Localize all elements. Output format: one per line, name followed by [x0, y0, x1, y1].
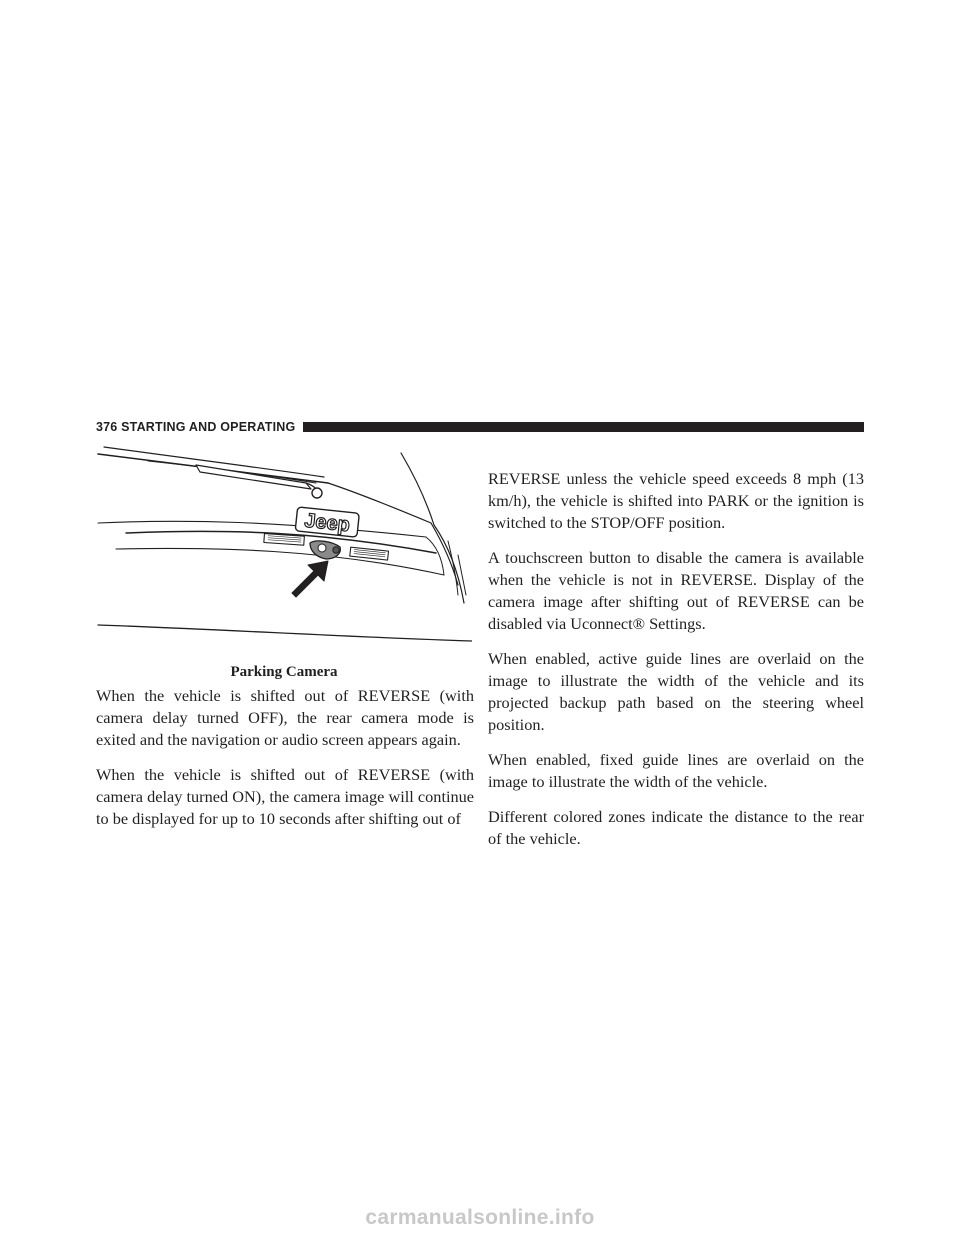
paragraph: Different colored zones indicate the distance to the rear of the vehicle.: [488, 807, 864, 848]
paragraph: When enabled, active guide lines are overlaid on the image to illustrate the width of the vehicle and its projected backup path based on the steering wheel position.: [488, 649, 864, 734]
page-header: [96, 419, 864, 435]
jeep-badge-text: Jeep: [303, 509, 351, 537]
paragraph: A touchscreen button to disable the camera is available when the vehicle is not in REVERSE. Display of the camera image after shifting out of REVERSE can be disabled via Uconnect® Settings.: [488, 548, 864, 633]
page-number-section-title: 376 STARTING AND OPERATING: [96, 420, 296, 434]
paragraph: When the vehicle is shifted out of REVERSE (with camera delay turned ON), the camera image will continue to be displayed for up to 10 seconds after shifting out of: [96, 765, 474, 828]
left-column: [96, 685, 474, 843]
header-rule: [303, 422, 864, 432]
paragraph: When enabled, fixed guide lines are overlaid on the image to illustrate the width of the vehicle.: [488, 750, 864, 791]
paragraph: REVERSE unless the vehicle speed exceeds 8 mph (13 km/h), the vehicle is shifted into PARK or the ignition is switched to the STOP/OFF position.: [488, 469, 864, 532]
figure-caption: Parking Camera: [230, 664, 338, 680]
arrow-pointer-icon: [292, 561, 328, 597]
right-column: [488, 468, 864, 863]
watermark: carmanualsonline.info: [365, 1206, 595, 1229]
parking-camera-illustration: [96, 445, 472, 655]
paragraph: When the vehicle is shifted out of REVERSE (with camera delay turned OFF), the rear camera mode is exited and the navigation or audio screen appears again.: [96, 686, 474, 749]
